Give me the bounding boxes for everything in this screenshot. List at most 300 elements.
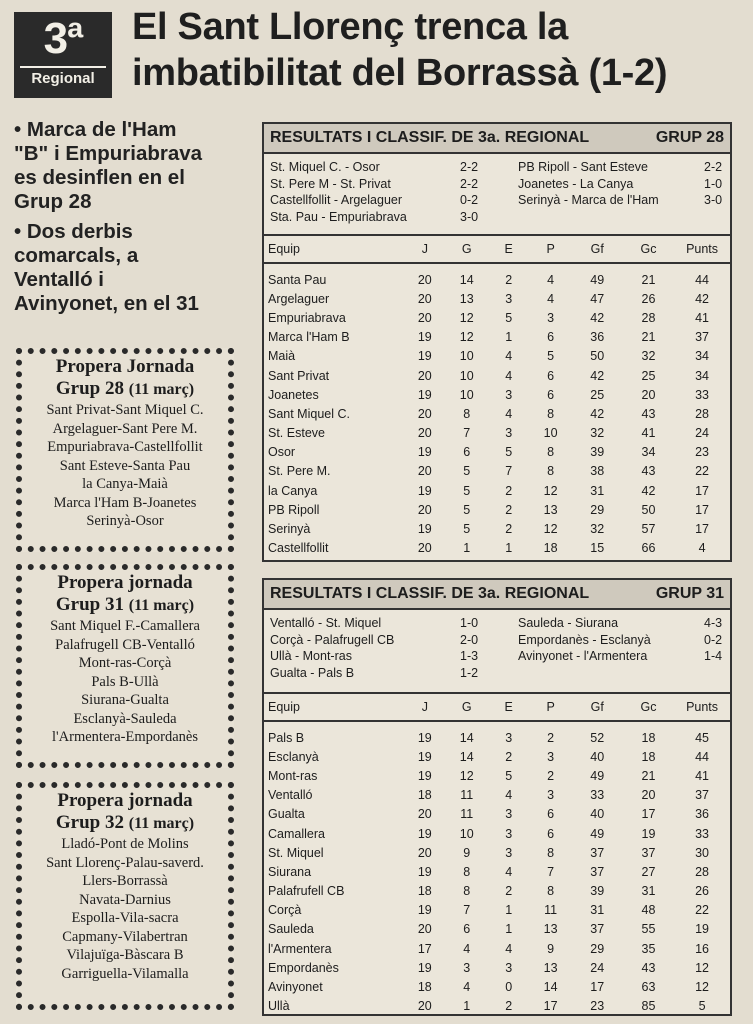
table-row <box>264 500 730 519</box>
result-match: Sauleda - Siurana <box>518 616 619 630</box>
team-name: Osor <box>268 445 296 460</box>
stat-cell: 45 <box>695 730 709 745</box>
stat-cell: 44 <box>695 749 709 764</box>
panel-group: GRUP 28 <box>655 129 724 146</box>
stat-cell: 5 <box>463 464 471 479</box>
box-title: Propera jornada <box>57 790 193 811</box>
column-header: Punts <box>674 694 730 721</box>
stat-cell: 33 <box>695 826 709 841</box>
stat-cell: 5 <box>463 483 471 498</box>
table-header-row <box>264 236 730 263</box>
table-row <box>264 366 730 385</box>
stat-cell: 11 <box>460 807 474 822</box>
match-line: la Canya-Maià <box>82 476 168 492</box>
stat-cell: 31 <box>590 903 605 918</box>
result-score: 0-2 <box>704 632 723 647</box>
stat-cell: 12 <box>459 768 474 783</box>
stat-cell: 12 <box>459 330 474 345</box>
stat-cell: 3 <box>505 826 513 841</box>
stat-cell: 1 <box>463 541 471 556</box>
stat-cell: 3 <box>505 387 513 402</box>
stat-cell: 2 <box>505 749 513 764</box>
stat-cell: 4 <box>505 788 513 803</box>
match-line: Garriguella-Vilamalla <box>61 965 189 982</box>
match-line: Navata-Darnius <box>79 891 171 908</box>
table-row <box>264 997 730 1016</box>
stat-cell: 12 <box>695 960 709 975</box>
stat-cell: 3 <box>505 426 513 441</box>
stat-cell: 19 <box>417 749 432 764</box>
stat-cell: 4 <box>463 941 471 956</box>
table-row <box>264 977 730 996</box>
stat-cell: 17 <box>695 502 709 517</box>
stat-cell: 6 <box>547 330 555 345</box>
stat-cell: 5 <box>698 999 706 1014</box>
stat-cell: 21 <box>641 272 656 287</box>
panel-title-bar <box>264 580 730 610</box>
stat-cell: 4 <box>547 272 555 287</box>
column-header: P <box>530 694 572 721</box>
result-match: Joanetes - La Canya <box>518 176 634 191</box>
stat-cell: 3 <box>505 807 513 822</box>
stat-cell: 20 <box>417 426 432 441</box>
stat-cell: 6 <box>463 445 471 460</box>
column-header: Gc <box>623 694 674 721</box>
box-group-name: Grup 32 <box>55 812 125 833</box>
stat-cell: 19 <box>417 826 432 841</box>
bullet-line: Ventalló i <box>14 268 104 291</box>
box-title: Propera jornada <box>57 572 193 593</box>
table-row <box>264 519 730 538</box>
stat-cell: 8 <box>547 884 555 899</box>
stat-cell: 13 <box>543 502 558 517</box>
summary-bullets <box>14 118 244 322</box>
column-header: Gf <box>572 694 623 721</box>
table-row <box>264 289 730 308</box>
stat-cell: 8 <box>547 464 555 479</box>
stat-cell: 5 <box>505 445 513 460</box>
result-score: 3-0 <box>460 209 479 224</box>
stat-cell: 6 <box>463 922 471 937</box>
stat-cell: 19 <box>417 768 432 783</box>
stat-cell: 20 <box>417 922 432 937</box>
stat-cell: 32 <box>590 522 605 537</box>
stat-cell: 4 <box>505 349 513 364</box>
stat-cell: 10 <box>459 368 474 383</box>
box-group <box>22 378 228 401</box>
stat-cell: 17 <box>590 980 605 995</box>
team-name: Sant Privat <box>268 368 330 383</box>
stat-cell: 57 <box>641 522 656 537</box>
stat-cell: 11 <box>544 903 558 918</box>
result-match: Sta. Pau - Empuriabrava <box>270 209 407 224</box>
stat-cell: 48 <box>641 903 656 918</box>
stat-cell: 37 <box>590 845 605 860</box>
bullet-line: Avinyonet, en el 31 <box>14 292 199 315</box>
stat-cell: 19 <box>417 522 432 537</box>
match-line: Sant Llorenç-Palau-saverd. <box>46 854 204 871</box>
stat-cell: 8 <box>547 406 555 421</box>
stat-cell: 3 <box>547 749 555 764</box>
standings-panel-grup-31 <box>262 578 732 1016</box>
result-score: 2-2 <box>704 160 723 174</box>
result-score: 2-2 <box>460 160 479 174</box>
stat-cell: 27 <box>641 864 656 879</box>
stat-cell: 37 <box>695 330 709 345</box>
stat-cell: 3 <box>505 730 513 745</box>
stat-cell: 41 <box>695 310 709 325</box>
spacer-row <box>264 721 730 728</box>
stat-cell: 37 <box>641 845 656 860</box>
stat-cell: 4 <box>505 941 513 956</box>
team-name: St. Miquel <box>268 845 324 860</box>
stat-cell: 10 <box>459 387 474 402</box>
match-line: Espolla-Vila-sacra <box>71 910 179 926</box>
stat-cell: 18 <box>543 541 558 556</box>
team-name: St. Pere M. <box>268 464 331 479</box>
team-name: Ullà <box>268 999 290 1014</box>
stat-cell: 19 <box>417 960 432 975</box>
result-score: 3-0 <box>704 193 723 207</box>
bullet-line: "B" i Empuriabrava <box>14 142 203 165</box>
stat-cell: 20 <box>417 845 432 860</box>
stat-cell: 2 <box>505 272 513 287</box>
stat-cell: 12 <box>543 483 558 498</box>
stat-cell: 31 <box>590 483 605 498</box>
stat-cell: 85 <box>641 999 656 1014</box>
column-header: Gc <box>623 236 674 263</box>
stat-cell: 11 <box>460 788 474 803</box>
stat-cell: 22 <box>695 903 709 918</box>
team-name: la Canya <box>268 483 318 498</box>
table-row <box>264 385 730 404</box>
stat-cell: 2 <box>547 730 555 745</box>
team-name: PB Ripoll <box>268 502 320 517</box>
box-date: (11 març) <box>128 815 195 832</box>
stat-cell: 17 <box>641 807 656 822</box>
stat-cell: 14 <box>459 730 474 745</box>
table-header-row <box>264 694 730 721</box>
stat-cell: 5 <box>547 349 555 364</box>
stat-cell: 19 <box>695 922 709 937</box>
stat-cell: 13 <box>543 922 558 937</box>
bullet-item <box>14 220 244 316</box>
stat-cell: 29 <box>590 502 605 517</box>
results-block <box>264 610 730 694</box>
team-name: Empordanès <box>268 960 339 975</box>
stat-cell: 31 <box>641 884 656 899</box>
stat-cell: 7 <box>505 464 513 479</box>
team-name: Serinyà <box>268 522 311 537</box>
next-round-box-grup-32 <box>16 782 234 1010</box>
stat-cell: 2 <box>505 502 513 517</box>
stat-cell: 1 <box>505 922 513 937</box>
stat-cell: 23 <box>695 445 709 460</box>
stat-cell: 17 <box>695 522 709 537</box>
stat-cell: 4 <box>505 368 513 383</box>
result-score: 1-0 <box>704 176 723 191</box>
table-row <box>264 939 730 958</box>
stat-cell: 43 <box>641 464 656 479</box>
box-group-name: Grup 28 <box>55 378 125 399</box>
team-name: Avinyonet <box>268 980 323 995</box>
table-row <box>264 347 730 366</box>
stat-cell: 55 <box>641 922 656 937</box>
team-name: Siurana <box>268 864 312 879</box>
stat-cell: 21 <box>641 330 656 345</box>
column-header: E <box>488 236 530 263</box>
stat-cell: 14 <box>459 272 474 287</box>
standings-panel-grup-28 <box>262 122 732 562</box>
stat-cell: 25 <box>641 368 656 383</box>
stat-cell: 26 <box>641 291 656 306</box>
stat-cell: 18 <box>417 788 432 803</box>
stat-cell: 42 <box>590 406 605 421</box>
team-name: Palafrufell CB <box>268 884 345 899</box>
result-match: Serinyà - Marca de l'Ham <box>518 193 659 207</box>
stat-cell: 4 <box>463 980 471 995</box>
stat-cell: 2 <box>505 483 513 498</box>
stat-cell: 9 <box>547 941 555 956</box>
table-row <box>264 824 730 843</box>
table-row <box>264 404 730 423</box>
stat-cell: 5 <box>505 768 513 783</box>
stat-cell: 13 <box>459 291 474 306</box>
result-match: Avinyonet - l'Armentera <box>518 649 648 663</box>
stat-cell: 14 <box>543 980 558 995</box>
stat-cell: 28 <box>695 406 709 421</box>
stat-cell: 18 <box>417 980 432 995</box>
results-block <box>264 154 730 236</box>
stat-cell: 37 <box>695 788 709 803</box>
stat-cell: 2 <box>505 884 513 899</box>
stat-cell: 33 <box>695 387 709 402</box>
stat-cell: 42 <box>590 368 605 383</box>
stat-cell: 7 <box>463 426 471 441</box>
stat-cell: 12 <box>695 980 709 995</box>
match-line: Siurana-Gualta <box>81 692 169 708</box>
match-line: Mont-ras-Corçà <box>78 655 172 671</box>
team-name: St. Esteve <box>268 426 325 441</box>
result-match: St. Pere M - St. Privat <box>270 176 391 191</box>
team-name: Pals B <box>268 730 305 745</box>
box-group <box>22 594 228 617</box>
spacer-row <box>264 263 730 270</box>
stat-cell: 22 <box>695 464 709 479</box>
stat-cell: 40 <box>590 807 605 822</box>
column-header: J <box>404 236 446 263</box>
stat-cell: 4 <box>505 406 513 421</box>
table-row <box>264 728 730 747</box>
stat-cell: 19 <box>417 330 432 345</box>
stat-cell: 47 <box>590 291 605 306</box>
box-date: (11 març) <box>128 381 195 398</box>
stat-cell: 32 <box>590 426 605 441</box>
stat-cell: 20 <box>641 387 656 402</box>
stat-cell: 19 <box>417 483 432 498</box>
stat-cell: 43 <box>641 960 656 975</box>
stat-cell: 41 <box>695 768 709 783</box>
badge-number: 3ª <box>43 14 83 63</box>
stat-cell: 20 <box>641 788 656 803</box>
table-row <box>264 786 730 805</box>
table-row <box>264 328 730 347</box>
stat-cell: 8 <box>463 884 471 899</box>
stat-cell: 33 <box>590 788 605 803</box>
stat-cell: 49 <box>590 826 605 841</box>
stat-cell: 36 <box>590 330 605 345</box>
stat-cell: 49 <box>590 768 605 783</box>
column-header: Gf <box>572 236 623 263</box>
team-name: Corçà <box>268 903 302 918</box>
bullet-line: es desinflen en el <box>14 166 185 189</box>
stat-cell: 12 <box>543 522 558 537</box>
team-name: Mont-ras <box>268 768 318 783</box>
result-score: 4-3 <box>704 616 723 630</box>
stat-cell: 52 <box>590 730 605 745</box>
table-row <box>264 443 730 462</box>
stat-cell: 14 <box>459 749 474 764</box>
stat-cell: 16 <box>695 941 709 956</box>
result-match: Corçà - Palafrugell CB <box>270 632 395 647</box>
next-round-box-grup-28 <box>16 348 234 552</box>
stat-cell: 20 <box>417 291 432 306</box>
stat-cell: 1 <box>505 541 513 556</box>
stat-cell: 8 <box>463 406 471 421</box>
result-match: Gualta - Pals B <box>270 665 355 680</box>
team-name: Maià <box>268 349 296 364</box>
stat-cell: 4 <box>547 291 555 306</box>
match-line: Empuriabrava-Castellfollit <box>47 439 203 455</box>
stat-cell: 7 <box>547 864 555 879</box>
stat-cell: 18 <box>641 749 656 764</box>
stat-cell: 63 <box>641 980 656 995</box>
stat-cell: 49 <box>590 272 605 287</box>
stat-cell: 3 <box>547 788 555 803</box>
column-header: Punts <box>674 236 730 263</box>
stat-cell: 39 <box>590 445 605 460</box>
stat-cell: 20 <box>417 541 432 556</box>
table-row <box>264 920 730 939</box>
stat-cell: 5 <box>463 522 471 537</box>
table-row <box>264 805 730 824</box>
team-name: Marca l'Ham B <box>268 330 350 345</box>
stat-cell: 3 <box>505 845 513 860</box>
result-match: Ullà - Mont-ras <box>270 649 352 663</box>
stat-cell: 20 <box>417 272 432 287</box>
table-row <box>264 462 730 481</box>
stat-cell: 43 <box>641 406 656 421</box>
stat-cell: 40 <box>590 749 605 764</box>
table-row <box>264 958 730 977</box>
stat-cell: 36 <box>695 807 709 822</box>
match-line: Llers-Borrassà <box>82 873 168 889</box>
team-name: Camallera <box>268 826 325 841</box>
bullet-line: • Dos derbis <box>14 220 133 243</box>
stat-cell: 35 <box>641 941 656 956</box>
headline <box>132 4 732 96</box>
stat-cell: 19 <box>641 826 656 841</box>
stat-cell: 6 <box>547 368 555 383</box>
stat-cell: 5 <box>463 502 471 517</box>
stat-cell: 19 <box>417 445 432 460</box>
stat-cell: 3 <box>505 291 513 306</box>
team-name: Ventalló <box>268 788 313 803</box>
result-match: Ventalló - St. Miquel <box>270 616 382 630</box>
stat-cell: 66 <box>641 541 656 556</box>
table-row <box>264 481 730 500</box>
stat-cell: 28 <box>695 864 709 879</box>
table-row <box>264 882 730 901</box>
result-match: Empordanès - Esclanyà <box>518 632 651 647</box>
stat-cell: 1 <box>463 999 471 1014</box>
stat-cell: 38 <box>590 464 605 479</box>
team-name: Gualta <box>268 807 305 822</box>
stat-cell: 18 <box>641 730 656 745</box>
table-row <box>264 862 730 881</box>
stat-cell: 7 <box>463 903 471 918</box>
match-line: Marca l'Ham B-Joanetes <box>53 494 197 511</box>
panel-title: RESULTATS I CLASSIF. DE 3a. REGIONAL <box>270 585 590 602</box>
stat-cell: 20 <box>417 464 432 479</box>
table-row <box>264 843 730 862</box>
stat-cell: 6 <box>547 826 555 841</box>
match-line: Argelaguer-Sant Pere M. <box>52 420 198 437</box>
column-header: Equip <box>264 694 404 721</box>
stat-cell: 50 <box>641 502 656 517</box>
result-score: 2-2 <box>460 176 479 191</box>
stat-cell: 10 <box>459 826 474 841</box>
column-header: G <box>446 694 488 721</box>
team-name: Sauleda <box>268 922 314 937</box>
result-match: Castellfollit - Argelaguer <box>270 193 403 207</box>
column-header: E <box>488 694 530 721</box>
stat-cell: 17 <box>417 941 432 956</box>
match-line: l'Armentera-Empordanès <box>52 729 198 745</box>
result-score: 1-0 <box>460 616 479 630</box>
stat-cell: 41 <box>641 426 656 441</box>
stat-cell: 24 <box>590 960 605 975</box>
bullet-line: Grup 28 <box>14 190 92 213</box>
match-line: Sant Esteve-Santa Pau <box>59 457 191 474</box>
stat-cell: 13 <box>543 960 558 975</box>
stat-cell: 42 <box>590 310 605 325</box>
stat-cell: 20 <box>417 310 432 325</box>
team-name: Argelaguer <box>268 291 330 306</box>
stat-cell: 3 <box>463 960 471 975</box>
stat-cell: 19 <box>417 349 432 364</box>
match-line: Sant Privat-Sant Miquel C. <box>46 402 204 418</box>
stat-cell: 19 <box>417 864 432 879</box>
stat-cell: 37 <box>590 864 605 879</box>
column-header: P <box>530 236 572 263</box>
match-line: Sant Miquel F.-Camallera <box>50 618 200 634</box>
panel-group: GRUP 31 <box>655 585 724 602</box>
stat-cell: 4 <box>698 541 706 556</box>
stat-cell: 2 <box>505 999 513 1014</box>
box-group-name: Grup 31 <box>55 594 125 615</box>
stat-cell: 8 <box>547 445 555 460</box>
stat-cell: 26 <box>695 884 709 899</box>
stat-cell: 10 <box>459 349 474 364</box>
match-line: Palafrugell CB-Ventalló <box>55 636 195 653</box>
result-score: 1-2 <box>460 665 479 680</box>
headline-line: El Sant Llorenç trenca la <box>132 6 568 48</box>
box-group <box>22 812 228 835</box>
stat-cell: 42 <box>641 483 656 498</box>
match-line: Serinyà-Osor <box>86 513 164 529</box>
next-round-box-grup-31 <box>16 564 234 768</box>
